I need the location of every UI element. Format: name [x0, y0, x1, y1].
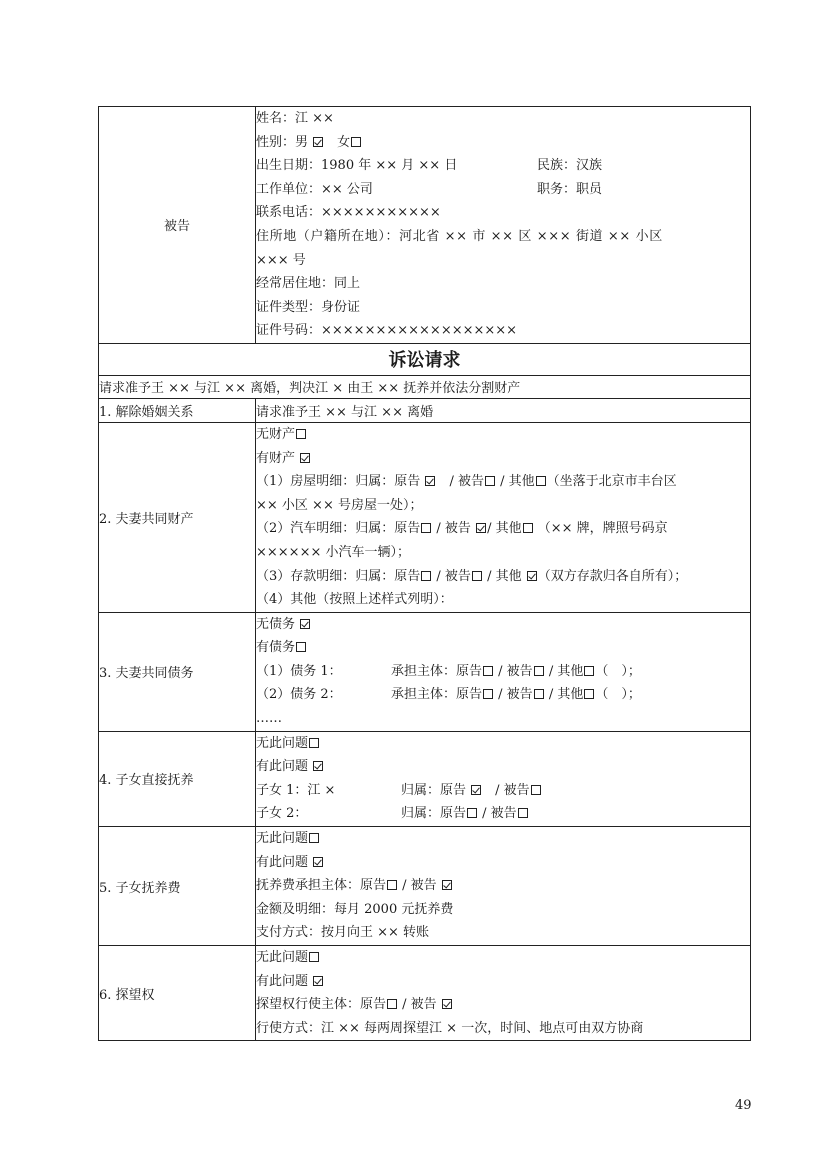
property-none-label: 无财产: [256, 426, 296, 442]
defendant-position: 职务：职员: [537, 181, 603, 197]
debt-2-other-label: / 其他: [548, 687, 584, 703]
defendant-birth: 出生日期：1980 年 ×× 月 ×× 日: [256, 158, 458, 174]
section-title: 诉讼请求: [99, 343, 751, 375]
child-2-line: [256, 802, 750, 826]
defendant-row: [99, 107, 751, 344]
child-1-label: 子女 1：江 ×: [256, 782, 336, 798]
defendant-residence-2: ××× 号: [256, 252, 306, 268]
support-has-issue-line: [256, 851, 750, 875]
visitation-defendant-checkbox-checked[interactable]: [442, 999, 452, 1009]
complaint-form-table: [98, 106, 751, 1041]
deposit-defendant-label: / 被告: [436, 568, 471, 584]
debt-1-defendant-label: / 被告: [498, 663, 533, 679]
debt-ellipsis: ……: [256, 711, 282, 727]
debt-1-label: （1）债务 1：: [256, 663, 342, 679]
page-number: 49: [735, 1098, 752, 1113]
property-none-checkbox[interactable]: [296, 429, 306, 439]
custody-label: 4. 子女直接抚养: [99, 731, 256, 826]
debt-2-other-checkbox[interactable]: [584, 689, 594, 699]
debt-2-defendant-checkbox[interactable]: [534, 689, 544, 699]
support-defendant-label: / 被告: [402, 878, 437, 894]
debt-1-other-blank: （ ）；: [595, 663, 641, 679]
deposit-description: （双方存款归各自所有）；: [537, 568, 688, 584]
visitation-plaintiff-label: 探望权行使主体：原告: [256, 997, 387, 1013]
support-content: [256, 827, 751, 946]
visitation-has-issue-line: [256, 970, 750, 994]
debt-1-line: [256, 660, 750, 684]
debt-1-plaintiff-checkbox[interactable]: [483, 666, 493, 676]
child-1-defendant-label: / 被告: [495, 782, 530, 798]
child-2-defendant-checkbox[interactable]: [518, 808, 528, 818]
car-defendant-label: / 被告: [436, 521, 471, 537]
support-no-issue-line: [256, 827, 750, 851]
property-has-line: [256, 447, 750, 471]
support-bearer-line: [256, 874, 750, 898]
house-plaintiff-checkbox-checked[interactable]: [425, 476, 435, 486]
debt-content: [256, 612, 751, 731]
claim-summary: 请求准予王 ×× 与江 ×× 离婚，判决江 × 由王 ×× 抚养并依法分割财产: [99, 375, 751, 398]
debt-none-label: 无债务: [256, 616, 296, 632]
property-other: （4）其他（按照上述样式列明）：: [256, 592, 453, 608]
support-plaintiff-label: 抚养费承担主体：原告: [256, 878, 387, 894]
visitation-no-issue-label: 无此问题: [256, 950, 309, 965]
defendant-id-number: 证件号码：××××××××××××××××××: [256, 323, 518, 339]
defendant-employer: 工作单位：×× 公司: [256, 181, 373, 197]
visitation-no-issue-checkbox[interactable]: [309, 952, 319, 962]
deposit-line: [256, 565, 750, 589]
debt-has-label: 有债务: [256, 640, 296, 656]
support-label: 5. 子女抚养费: [99, 827, 256, 946]
custody-no-issue-checkbox[interactable]: [309, 738, 319, 748]
custody-no-issue-line: [256, 732, 750, 756]
visitation-no-issue-line: [256, 946, 750, 970]
property-has-label: 有财产: [256, 450, 296, 466]
visitation-defendant-label: / 被告: [402, 997, 437, 1013]
support-has-issue-checkbox-checked[interactable]: [313, 857, 323, 867]
house-other-checkbox[interactable]: [536, 476, 546, 486]
child-1-line: [256, 779, 750, 803]
car-line: [256, 517, 750, 541]
car-description: （×× 牌，牌照号码京: [537, 521, 668, 537]
visitation-has-issue-label: 有此问题: [256, 973, 309, 989]
custody-has-issue-checkbox-checked[interactable]: [313, 761, 323, 771]
defendant-label: 被告: [99, 107, 256, 344]
visitation-plaintiff-checkbox[interactable]: [387, 999, 397, 1009]
debt-2-bearer-label: 承担主体：原告: [391, 687, 483, 703]
defendant-id-type: 证件类型：身份证: [256, 299, 361, 315]
support-no-issue-label: 无此问题: [256, 831, 309, 847]
child-2-defendant-label: / 被告: [482, 806, 517, 822]
debt-has-checkbox[interactable]: [296, 642, 306, 652]
visitation-has-issue-checkbox-checked[interactable]: [313, 976, 323, 986]
house-defendant-checkbox[interactable]: [485, 476, 495, 486]
defendant-info: [256, 107, 751, 344]
defendant-employer-line: [256, 178, 750, 202]
defendant-birth-line: [256, 154, 750, 178]
debt-1-other-checkbox[interactable]: [584, 666, 594, 676]
debt-has-line: [256, 636, 750, 660]
defendant-ethnicity: 民族：汉族: [537, 158, 603, 174]
child-2-plaintiff-label: 归属：原告: [401, 806, 467, 822]
defendant-name: 姓名：江 ××: [256, 111, 334, 126]
house-line-2: ×× 小区 ×× 号房屋一处）；: [256, 497, 423, 513]
car-other-label: / 其他: [487, 521, 522, 537]
house-defendant-label: / 被告: [449, 474, 484, 490]
visitation-label: 6. 探望权: [99, 946, 256, 1041]
female-checkbox[interactable]: [351, 137, 361, 147]
deposit-other-label: / 其他: [487, 568, 522, 584]
support-no-issue-checkbox[interactable]: [309, 833, 319, 843]
visitation-method: 行使方式：江 ×× 每两周探望江 × 一次，时间、地点可由双方协商: [256, 1020, 644, 1036]
debt-2-other-blank: （ ）；: [595, 687, 641, 703]
child-1-plaintiff-checkbox-checked[interactable]: [471, 785, 481, 795]
custody-has-issue-label: 有此问题: [256, 759, 309, 775]
gender-female-label: 女: [337, 134, 351, 150]
car-defendant-checkbox-checked[interactable]: [476, 523, 486, 533]
defendant-residence-1: 住所地（户籍所在地）：河北省 ×× 市 ×× 区 ××× 街道 ×× 小区: [256, 228, 663, 244]
support-amount: 金额及明细：每月 2000 元抚养费: [256, 901, 454, 917]
debt-2-defendant-label: / 被告: [498, 687, 533, 703]
debt-label: 3. 夫妻共同债务: [99, 612, 256, 731]
support-payment: 支付方式：按月向王 ×× 转账: [256, 925, 430, 941]
defendant-habitual-residence: 经常居住地：同上: [256, 276, 361, 292]
property-has-checkbox-checked[interactable]: [300, 453, 310, 463]
child-1-defendant-checkbox[interactable]: [531, 785, 541, 795]
deposit-defendant-checkbox[interactable]: [472, 571, 482, 581]
deposit-other-checkbox-checked[interactable]: [527, 571, 537, 581]
debt-2-plaintiff-checkbox[interactable]: [483, 689, 493, 699]
defendant-phone: 联系电话：×××××××××××: [256, 205, 441, 221]
house-plaintiff-label: （1）房屋明细：归属：原告: [256, 474, 421, 490]
divorce-content: 请求准予王 ×× 与江 ×× 离婚: [256, 398, 751, 422]
visitation-content: [256, 946, 751, 1041]
child-2-plaintiff-checkbox[interactable]: [467, 808, 477, 818]
debt-2-label: （2）债务 2：: [256, 687, 342, 703]
support-has-issue-label: 有此问题: [256, 854, 309, 870]
support-defendant-checkbox-checked[interactable]: [442, 880, 452, 890]
house-location: （坐落于北京市丰台区: [546, 474, 677, 490]
property-content: [256, 422, 751, 612]
car-other-checkbox[interactable]: [523, 523, 533, 533]
visitation-subject-line: [256, 993, 750, 1017]
child-2-label: 子女 2：: [256, 806, 308, 822]
debt-2-line: [256, 683, 750, 707]
debt-none-checkbox-checked[interactable]: [300, 619, 310, 629]
custody-has-issue-line: [256, 755, 750, 779]
car-plaintiff-label: （2）汽车明细：归属：原告: [256, 521, 421, 537]
male-checkbox-checked[interactable]: [313, 137, 323, 147]
custody-content: [256, 731, 751, 826]
car-plaintiff-checkbox[interactable]: [421, 523, 431, 533]
property-label: 2. 夫妻共同财产: [99, 422, 256, 612]
support-plaintiff-checkbox[interactable]: [387, 880, 397, 890]
divorce-label: 1. 解除婚姻关系: [99, 398, 256, 422]
car-line-2: ×××××× 小汽车一辆）；: [256, 544, 410, 560]
deposit-plaintiff-checkbox[interactable]: [421, 571, 431, 581]
debt-none-line: [256, 613, 750, 637]
child-1-plaintiff-label: 归属：原告: [401, 782, 467, 798]
house-other-label: / 其他: [500, 474, 535, 490]
debt-1-defendant-checkbox[interactable]: [534, 666, 544, 676]
deposit-plaintiff-label: （3）存款明细：归属：原告: [256, 568, 421, 584]
defendant-gender: [256, 131, 750, 155]
debt-1-bearer-label: 承担主体：原告: [391, 663, 483, 679]
custody-no-issue-label: 无此问题: [256, 735, 309, 751]
house-line: [256, 470, 750, 494]
property-none-line: [256, 423, 750, 447]
gender-male-label: 性别：男: [256, 134, 309, 150]
debt-1-other-label: / 其他: [548, 663, 584, 679]
